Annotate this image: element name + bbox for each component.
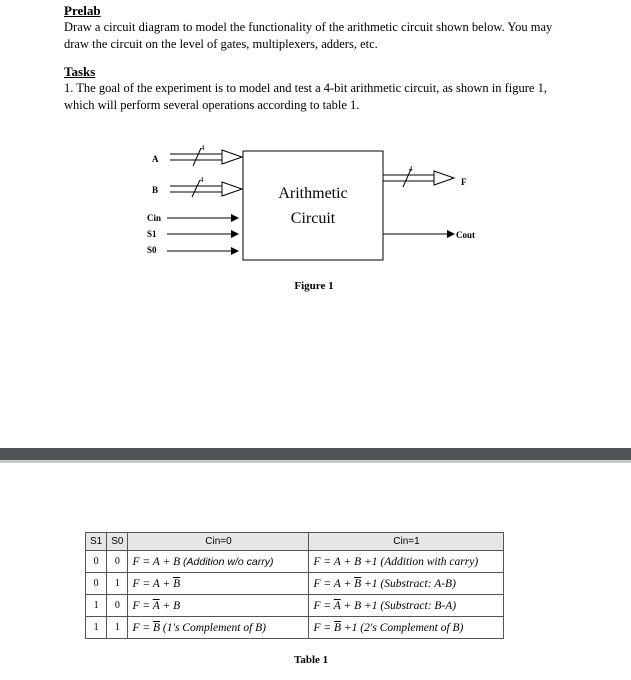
cell-s0: 0 xyxy=(107,551,128,573)
cell-cin0 xyxy=(128,617,309,639)
formula-complement: $\overline{B}$ xyxy=(173,577,181,590)
formula-text: + B +1 xyxy=(340,599,381,612)
formula-text: +1 xyxy=(361,577,381,590)
formula-text: F = xyxy=(313,599,334,612)
bus-width-b: 4 xyxy=(200,176,204,184)
output-label-f: F xyxy=(461,177,467,187)
table-caption: Table 1 xyxy=(294,654,329,666)
cell-cin0 xyxy=(128,551,309,573)
cell-s1: 0 xyxy=(86,551,107,573)
prelab-heading: Prelab xyxy=(64,3,101,18)
formula-text: F = A + xyxy=(132,577,174,590)
formula-text: +1 (2's Complement of B) xyxy=(341,621,464,634)
formula-text: F = A + B xyxy=(132,555,184,568)
tasks-heading: Tasks xyxy=(64,64,96,79)
header-s1: S1 xyxy=(86,533,107,551)
prelab-text: Draw a circuit diagram to model the functionality of the arithmetic circuit shown below. You may draw the circuit on the level of gates, multiplexers, adders, etc. xyxy=(64,20,553,51)
table-row xyxy=(86,617,504,639)
operations-table xyxy=(85,532,504,639)
cell-cin1 xyxy=(309,617,504,639)
input-label-a: A xyxy=(152,154,159,164)
cell-cin0 xyxy=(128,595,309,617)
cell-cin1 xyxy=(309,573,504,595)
formula-complement: $\overline{A}$ xyxy=(152,599,160,612)
cell-s1: 0 xyxy=(86,573,107,595)
formula-text: F = xyxy=(132,621,154,634)
table-row xyxy=(86,551,504,573)
formula-text: F = xyxy=(313,621,335,634)
header-cin1: Cin=1 xyxy=(309,533,504,551)
formula-note: (Addition w/o carry) xyxy=(183,555,274,568)
input-b-bus xyxy=(170,180,242,197)
formula-text: + B xyxy=(159,599,181,612)
arithmetic-circuit-diagram xyxy=(0,0,631,300)
input-label-s0: S0 xyxy=(147,245,157,255)
formula-text: F = A + xyxy=(313,577,355,590)
input-label-cin: Cin xyxy=(147,213,162,223)
output-label-cout: Cout xyxy=(456,230,476,240)
arithmetic-circuit-block xyxy=(243,151,383,260)
tasks-text: 1. The goal of the experiment is to model and test a 4-bit arithmetic circuit, as shown in figure 1, which will perform several operations according to table 1. xyxy=(64,81,547,112)
table-row xyxy=(86,573,504,595)
cell-s0: 1 xyxy=(107,617,128,639)
formula-note: (Substract: A-B) xyxy=(380,577,456,590)
formula-text: (1's Complement of B) xyxy=(160,621,266,634)
block-label-line1: Arithmetic xyxy=(278,185,348,202)
formula-text: F = xyxy=(132,599,153,612)
header-s0: S0 xyxy=(107,533,128,551)
formula-complement: $\overline{A}$ xyxy=(333,599,341,612)
table-row xyxy=(86,595,504,617)
cell-s1: 1 xyxy=(86,595,107,617)
bus-width-a: 4 xyxy=(201,144,205,152)
figure-caption: Figure 1 xyxy=(294,280,334,292)
output-f-bus xyxy=(383,169,454,187)
formula-note: (Addition with carry) xyxy=(380,555,479,568)
input-label-b: B xyxy=(152,185,159,195)
cell-cin1 xyxy=(309,551,504,573)
header-cin0: Cin=0 xyxy=(128,533,309,551)
cell-s1: 1 xyxy=(86,617,107,639)
cell-s0: 1 xyxy=(107,573,128,595)
table-header-row xyxy=(86,533,504,551)
formula-note: (Substract: B-A) xyxy=(380,599,457,612)
page-separator xyxy=(0,448,631,460)
formula-text: F = A + B +1 xyxy=(313,555,381,568)
cell-cin1 xyxy=(309,595,504,617)
block-label-line2: Circuit xyxy=(290,210,336,227)
formula-complement: $\overline{B}$ xyxy=(354,577,362,590)
input-a-bus xyxy=(170,148,242,166)
formula-complement: $\overline{B}$ xyxy=(334,621,342,634)
cell-cin0 xyxy=(128,573,309,595)
bus-width-f: 4 xyxy=(409,165,413,173)
input-label-s1: S1 xyxy=(147,229,157,239)
formula-complement: $\overline{B}$ xyxy=(153,621,161,634)
cell-s0: 0 xyxy=(107,595,128,617)
